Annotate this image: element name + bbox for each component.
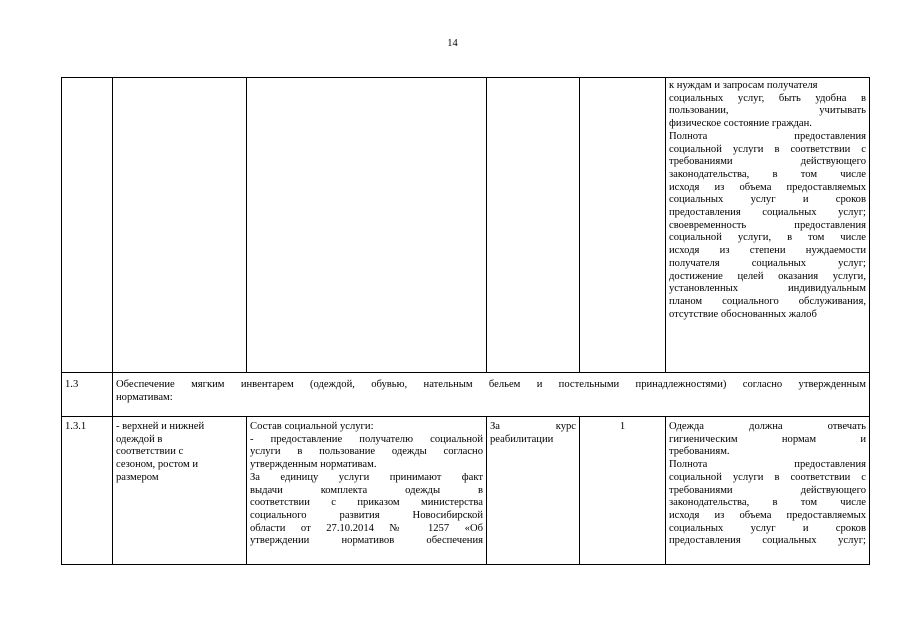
text-line: требованиями действующего	[669, 484, 866, 496]
text-line: гигиеническим нормам и	[669, 433, 866, 445]
table-row-section	[62, 373, 870, 417]
item-quantity: 1	[580, 417, 666, 565]
item-name	[113, 417, 247, 565]
text-line: области от 27.10.2014 № 1257 «Об	[250, 522, 483, 534]
text-line: достижение целей оказания услуги,	[669, 270, 866, 282]
text-line: услуги в пользование одежды согласно	[250, 446, 483, 458]
item-requirements	[666, 417, 870, 565]
section-title-line: нормативам:	[116, 391, 173, 403]
text-line: социальной услуги в соответствии с	[669, 143, 866, 155]
cell-requirements	[666, 78, 870, 373]
text-line: законодательства, в том числе	[669, 497, 866, 509]
text-line: получателя социальных услуг;	[669, 257, 866, 269]
section-title-line: Обеспечение мягким инвентарем (одеждой, обувью, нательным бельем и постельными принадлежностями) согласно утвержденным	[116, 379, 866, 390]
text-line: исходя из объема предоставляемых	[669, 509, 866, 521]
text-line: социальных услуг, быть удобна в	[669, 92, 866, 104]
text-line: планом социального обслуживания,	[669, 295, 866, 307]
text-line: реабилитации	[490, 433, 554, 445]
cell-quantity	[580, 78, 666, 373]
text-line: социальной услуги в соответствии с	[669, 471, 866, 483]
text-line: соответствии с приказом министерства	[250, 497, 483, 509]
text-line: требованиями действующего	[669, 156, 866, 168]
text-line: утверждении нормативов обеспечения	[250, 535, 483, 547]
text-line: - верхней и нижней	[116, 421, 205, 432]
section-title	[113, 373, 870, 417]
text-line: социальных услуг и сроков	[669, 194, 866, 206]
cell-name	[113, 78, 247, 373]
text-line: За единицу услуги принимают факт	[250, 471, 483, 483]
text-line: Полнота предоставления	[669, 130, 866, 142]
text-line: размером	[116, 471, 159, 483]
text-line: к нуждам и запросам получателя	[669, 80, 818, 91]
text-line: сезоном, ростом и	[116, 459, 199, 471]
services-table	[61, 77, 870, 565]
text-line: физическое состояние граждан.	[669, 118, 812, 130]
text-line: установленных индивидуальным	[669, 283, 866, 295]
text-line: пользовании, учитывать	[669, 105, 866, 117]
text-line: социального развития Новосибирской	[250, 509, 483, 521]
text-line: соответствии с	[116, 446, 184, 458]
text-line: требованиям.	[669, 446, 730, 458]
text-line: одеждой в	[116, 433, 163, 445]
item-unit	[487, 417, 580, 565]
text-line: Одежда должна отвечать	[669, 421, 866, 432]
text-line: - предоставление получателю социальной	[250, 433, 483, 445]
text-line: За курс	[490, 421, 576, 432]
item-description	[247, 417, 487, 565]
text-line: выдачи комплекта одежды в	[250, 484, 483, 496]
page-number: 14	[447, 38, 458, 49]
cell-description	[247, 78, 487, 373]
table-row-continuation	[62, 78, 870, 373]
text-line: предоставления социальных услуг;	[669, 535, 866, 547]
cell-unit	[487, 78, 580, 373]
text-line: Полнота предоставления	[669, 459, 866, 471]
text-line: исходя из степени нуждаемости	[669, 245, 866, 257]
text-line: предоставления социальных услуг;	[669, 207, 866, 219]
text-line: социальной услуги, в том числе	[669, 232, 866, 244]
table-row-item	[62, 417, 870, 565]
text-line: отсутствие обоснованных жалоб	[669, 308, 817, 320]
cell-number	[62, 78, 113, 373]
text-line: социальных услуг и сроков	[669, 522, 866, 534]
text-line: Состав социальной услуги:	[250, 421, 374, 432]
text-line: своевременность предоставления	[669, 219, 866, 231]
text-line: утвержденным нормативам.	[250, 459, 377, 471]
section-number: 1.3	[62, 373, 113, 417]
item-number: 1.3.1	[62, 417, 113, 565]
text-line: законодательства, в том числе	[669, 168, 866, 180]
text-line: исходя из объема предоставляемых	[669, 181, 866, 193]
